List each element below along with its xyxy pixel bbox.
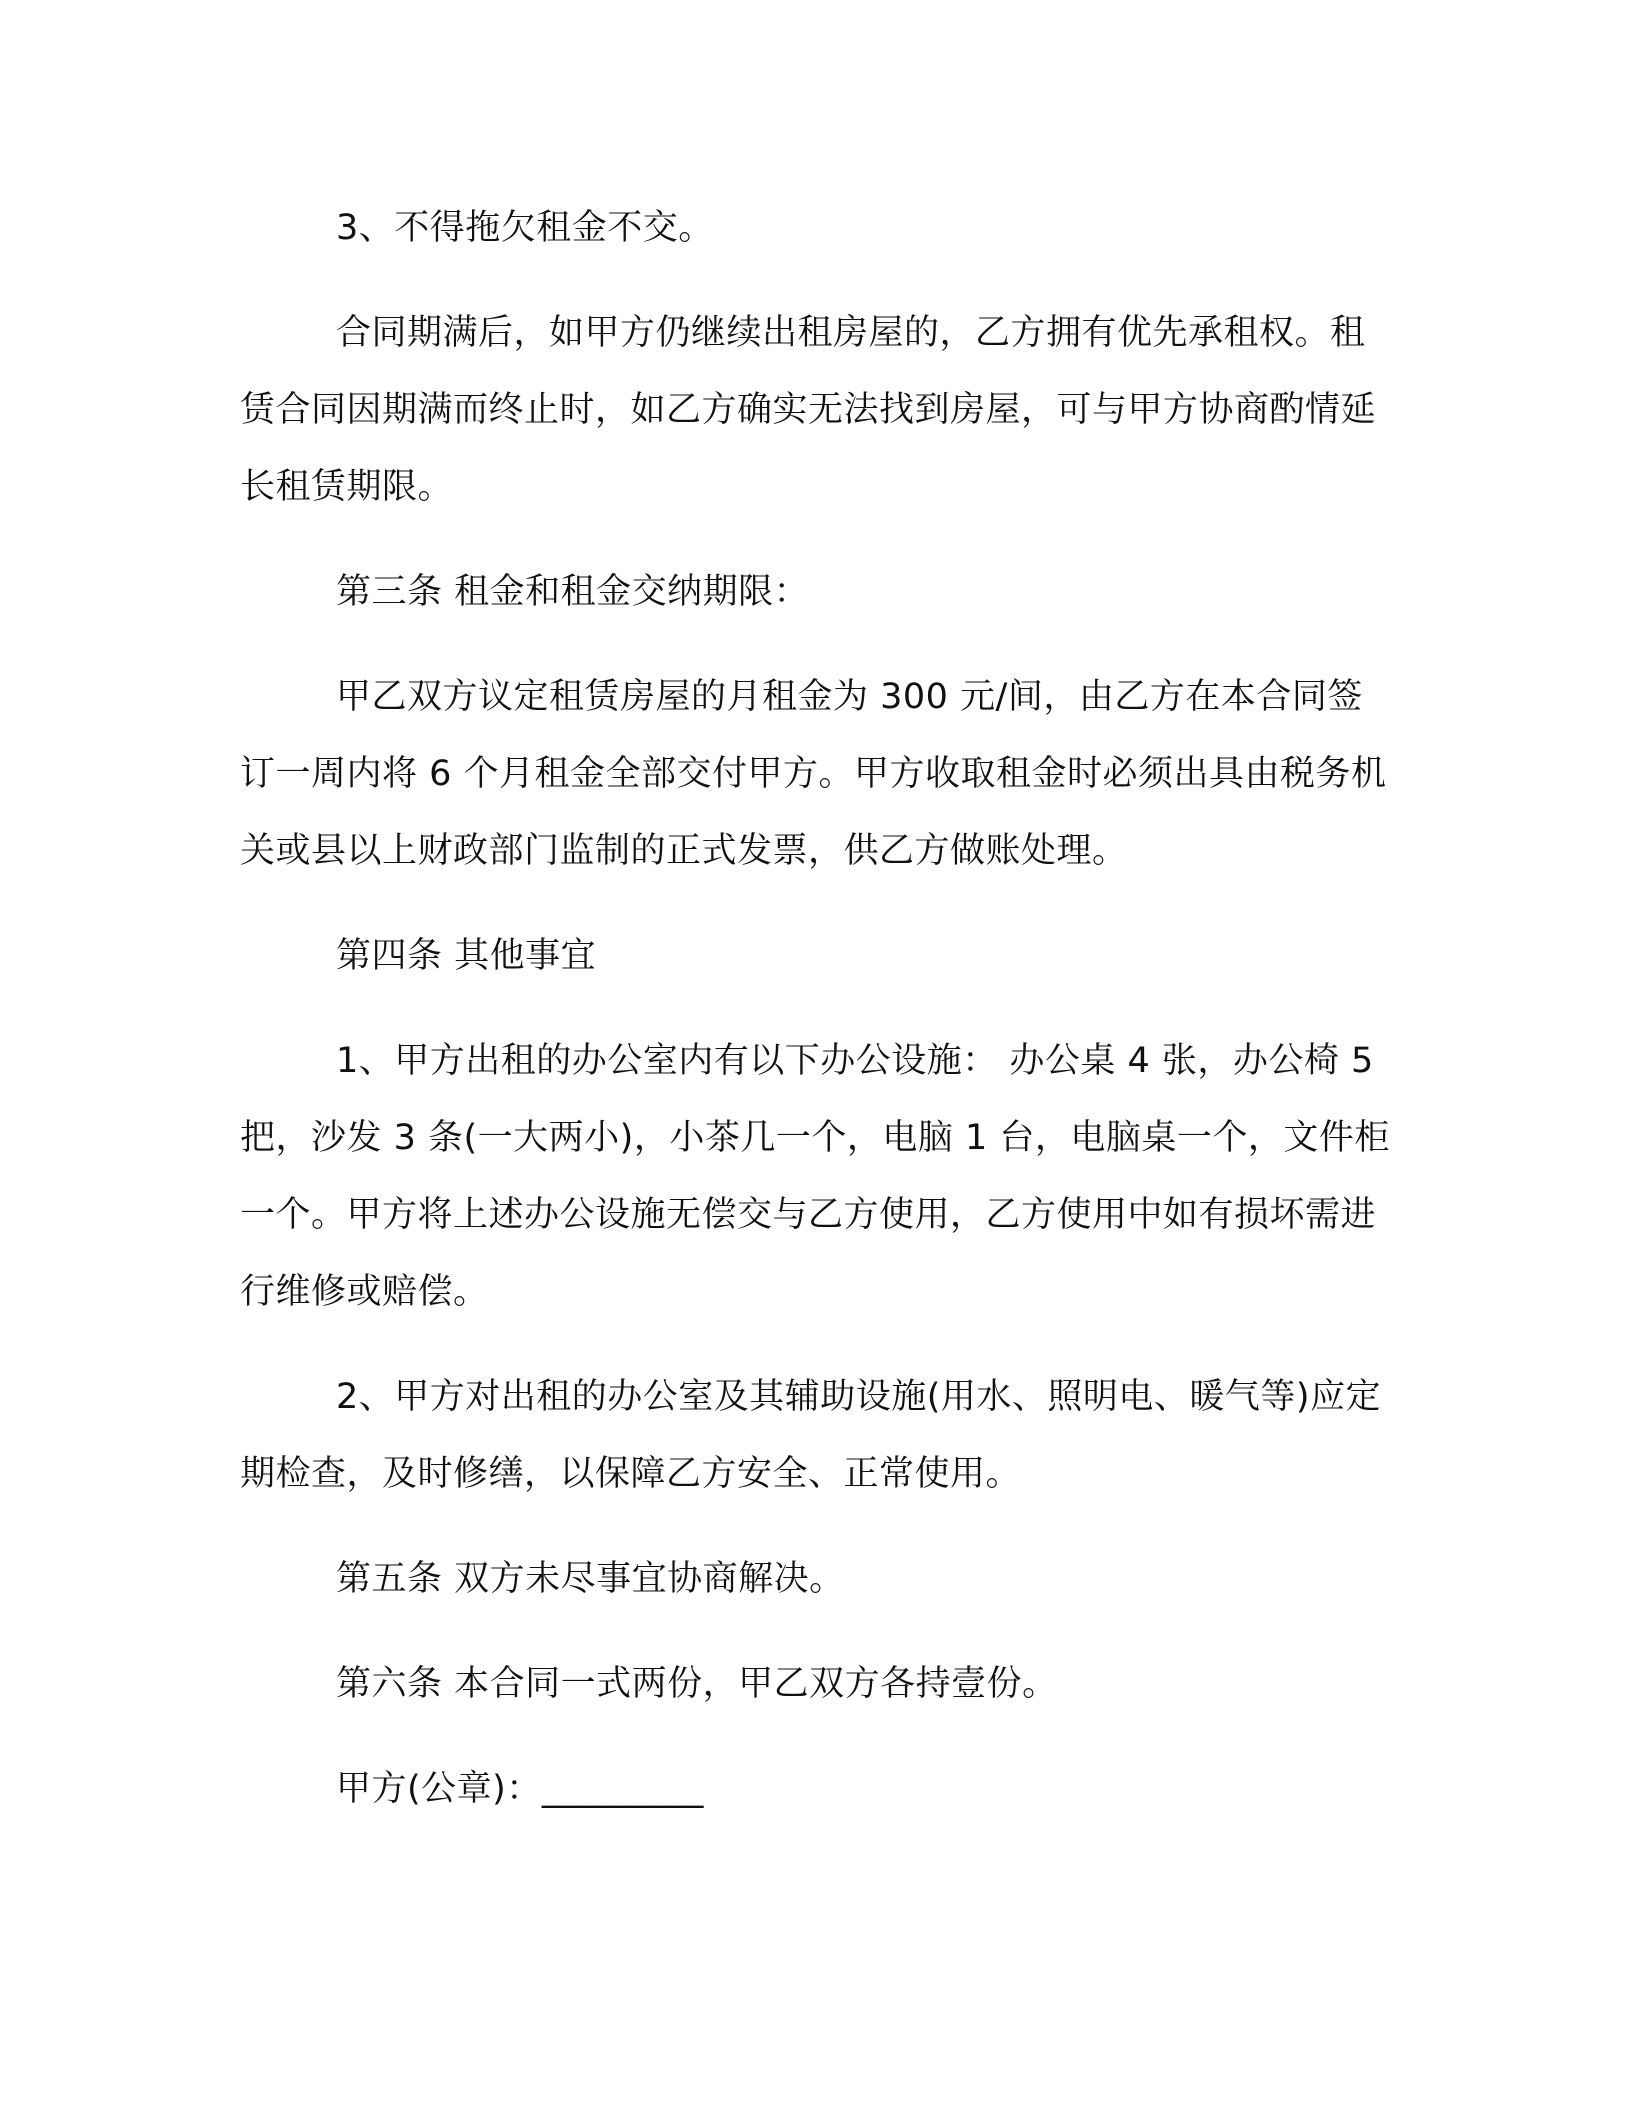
clause-maintenance: 2、甲方对出租的办公室及其辅助设施(用水、照明电、暖气等)应定期检查，及时修缮，以保障乙方安全、正常使用。 [240,1377,1382,1494]
document-body [240,190,1390,1828]
article-six: 第六条 本合同一式两份，甲乙双方各持壹份。 [336,1664,1058,1704]
article-five: 第五条 双方未尽事宜协商解决。 [336,1559,845,1599]
signature-label: 甲方(公章)： [336,1769,542,1809]
clause-office-facilities: 1、甲方出租的办公室内有以下办公设施： 办公桌 4 张，办公椅 5 把，沙发 3 条(一大两小)，小茶几一个，电脑 1 台，电脑桌一个，文件柜一个。甲方将上述办公设施无偿交与乙方使用，乙方使用中如有损坏需进行维修或赔偿。 [240,1041,1390,1312]
signature-blank: _________ [541,1769,704,1809]
party-a-signature-line [240,1751,1390,1828]
clause-rent-payment: 甲乙双方议定租赁房屋的月租金为 300 元/间，由乙方在本合同签订一周内将 6 个月租金全部交付甲方。甲方收取租金时必须出具由税务机关或县以上财政部门监制的正式发票，供乙方做账处理。 [240,677,1387,871]
article-four-heading: 第四条 其他事宜 [336,936,597,976]
clause-no-arrears: 3、不得拖欠租金不交。 [336,208,714,248]
article-three-heading: 第三条 租金和租金交纳期限： [336,572,810,612]
clause-renewal-priority: 合同期满后，如甲方仍继续出租房屋的，乙方拥有优先承租权。租赁合同因期满而终止时，如乙方确实无法找到房屋，可与甲方协商酌情延长租赁期限。 [240,313,1377,507]
